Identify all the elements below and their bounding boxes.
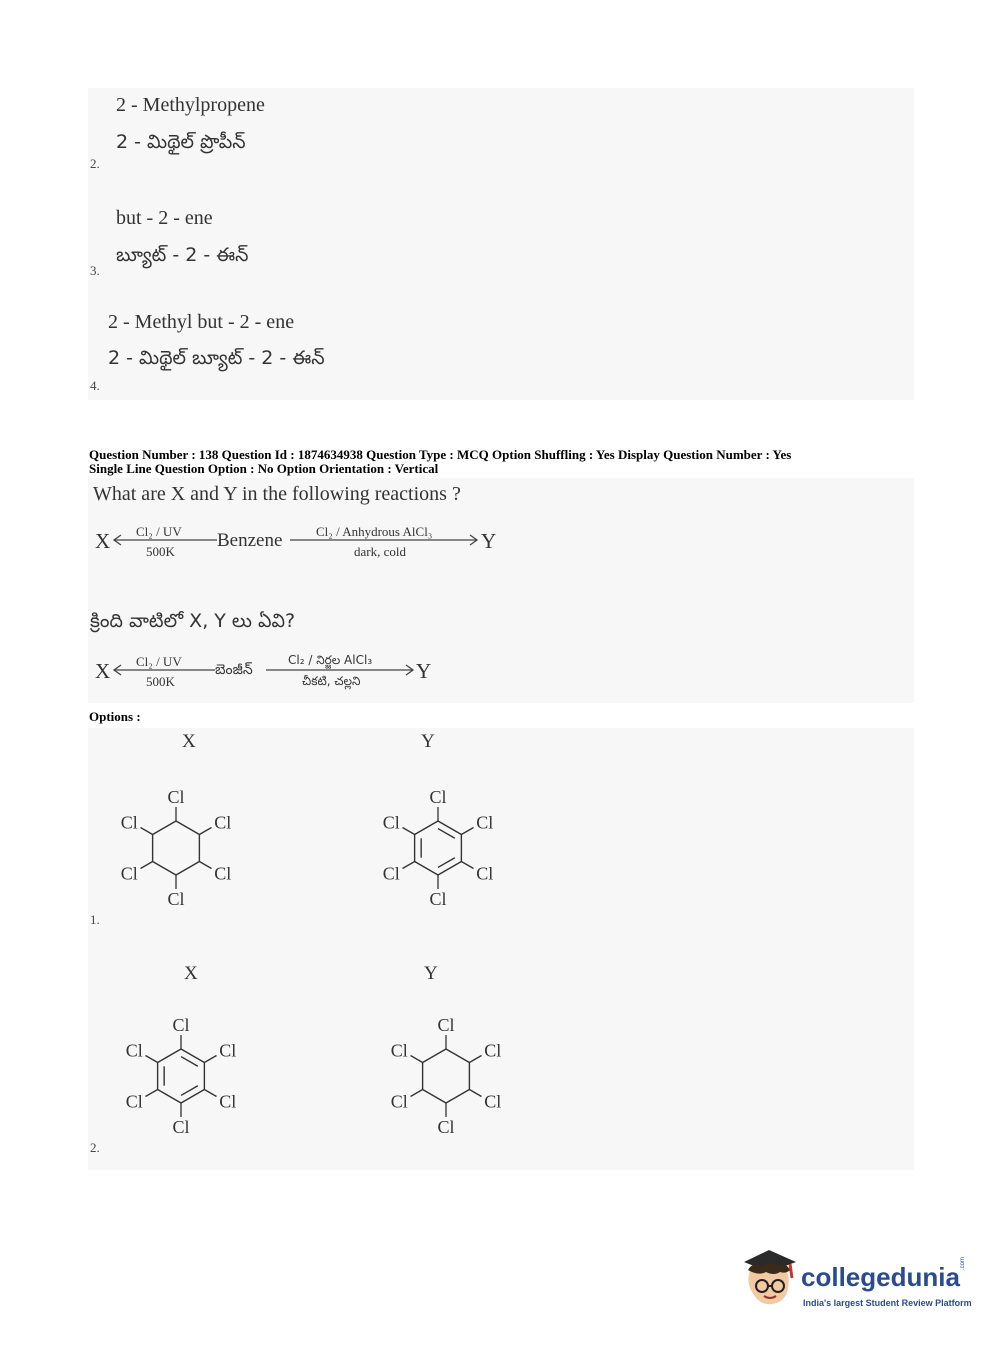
chlorine-label: Cl: [382, 812, 400, 833]
chlorine-label: Cl: [429, 787, 447, 807]
substituent-bond: [402, 828, 414, 835]
option-2-number: 2.: [90, 1140, 100, 1155]
substituent-bond: [402, 862, 414, 869]
brand-name: collegedunia: [801, 1262, 960, 1292]
reaction-te-right-top: Cl₂ / నిర్జల AlCl₃: [288, 653, 373, 667]
chlorine-label: Cl: [476, 863, 494, 884]
brand-tld: .com: [960, 1256, 966, 1270]
substituent-bond: [461, 828, 473, 835]
reaction-te-left-bottom: 500K: [146, 674, 175, 689]
prev-option-3-number: 3.: [90, 263, 100, 278]
substituent-bond: [145, 1090, 157, 1097]
chlorine-label: Cl: [484, 1040, 502, 1061]
prev-option-3-english: but - 2 - ene: [116, 207, 213, 229]
chlorine-label: Cl: [172, 1117, 190, 1137]
reaction-te-center: బెంజీన్: [215, 662, 253, 678]
ring-bond: [423, 1090, 446, 1104]
chlorine-label: Cl: [214, 863, 232, 884]
ring-bond: [176, 862, 199, 876]
substituent-bond: [410, 1090, 422, 1097]
chlorine-label: Cl: [167, 787, 185, 807]
ring-bond: [438, 821, 461, 835]
chlorine-label: Cl: [437, 1117, 455, 1137]
ring-bond: [423, 1049, 446, 1063]
chlorine-label: Cl: [167, 889, 185, 909]
substituent-bond: [140, 862, 152, 869]
option-2-x-header: X: [184, 963, 198, 984]
options-label: Options :: [89, 709, 141, 724]
option-2-y-header: Y: [424, 963, 438, 984]
reaction-en-right-bottom: dark, cold: [354, 544, 406, 559]
substituent-bond: [469, 1090, 481, 1097]
question-meta-line-2: Single Line Question Option : No Option Orientation : Vertical: [89, 461, 439, 476]
substituent-bond: [410, 1056, 422, 1063]
student-mascot-icon: [740, 1248, 798, 1312]
substituent-bond: [204, 1056, 216, 1063]
chlorine-label: Cl: [484, 1091, 502, 1112]
chlorine-label: Cl: [172, 1015, 190, 1035]
reaction-te-x: X: [95, 659, 111, 683]
reaction-te-left-top: Cl₂ / UV: [136, 654, 182, 669]
chlorine-label: Cl: [219, 1091, 237, 1112]
ring-bond: [153, 862, 176, 876]
reaction-en-center: Benzene: [217, 530, 283, 551]
prev-option-2-number: 2.: [90, 156, 100, 171]
ring-bond: [158, 1049, 181, 1063]
prev-option-4-telugu: 2 - మిథైల్ బ్యూట్ - 2 - ఈన్: [108, 347, 325, 369]
reaction-te-y: Y: [416, 659, 432, 683]
ring-bond: [438, 862, 461, 876]
option-1-y-hexachlorobenzene: [358, 778, 518, 918]
ring-bond: [415, 862, 438, 876]
chlorine-label: Cl: [214, 812, 232, 833]
option-1-x-hexachlorocyclohexane: [96, 778, 256, 918]
ring-bond: [176, 821, 199, 835]
substituent-bond: [461, 862, 473, 869]
prev-option-4-number: 4.: [90, 378, 100, 393]
ring-bond: [415, 821, 438, 835]
substituent-bond: [199, 862, 211, 869]
chlorine-label: Cl: [219, 1040, 237, 1061]
chlorine-label: Cl: [390, 1040, 408, 1061]
reaction-en-x: X: [95, 529, 111, 553]
prev-option-3-telugu: బ్యూట్ - 2 - ఈన్: [116, 244, 249, 266]
chlorine-label: Cl: [390, 1091, 408, 1112]
ring-bond: [153, 821, 176, 835]
ring-bond: [181, 1049, 204, 1063]
option-1-x-header: X: [182, 731, 196, 752]
substituent-bond: [199, 828, 211, 835]
ring-bond: [446, 1049, 469, 1063]
ring-bond: [181, 1090, 204, 1104]
reaction-en-left-top: Cl₂ / UV: [136, 524, 182, 539]
option-2-x-hexachlorobenzene: [101, 1006, 261, 1146]
substituent-bond: [469, 1056, 481, 1063]
option-1-number: 1.: [90, 912, 100, 927]
chlorine-label: Cl: [120, 863, 138, 884]
chlorine-label: Cl: [437, 1015, 455, 1035]
brand-tagline: India's largest Student Review Platform: [803, 1298, 972, 1308]
reaction-te-right-bottom: చీకటి, చల్లని: [302, 674, 361, 688]
reaction-en-left-bottom: 500K: [146, 544, 175, 559]
substituent-bond: [140, 828, 152, 835]
option-2-y-hexachlorocyclohexane: [366, 1006, 526, 1146]
question-meta-line-1: Question Number : 138 Question Id : 1874634938 Question Type : MCQ Option Shuffling : Yes Display Question Number : Yes: [89, 447, 792, 462]
ring-bond: [158, 1090, 181, 1104]
chlorine-label: Cl: [476, 812, 494, 833]
chlorine-label: Cl: [125, 1040, 143, 1061]
option-1-y-header: Y: [421, 731, 435, 752]
ring-bond: [446, 1090, 469, 1104]
substituent-bond: [145, 1056, 157, 1063]
prev-option-2-telugu: 2 - మిథైల్ ప్రొపీన్: [116, 131, 246, 153]
chlorine-label: Cl: [382, 863, 400, 884]
prev-option-4-english: 2 - Methyl but - 2 - ene: [108, 311, 295, 333]
reaction-en-right-top: Cl₂ / Anhydrous AlCl₃: [316, 524, 433, 539]
substituent-bond: [204, 1090, 216, 1097]
chlorine-label: Cl: [125, 1091, 143, 1112]
chlorine-label: Cl: [120, 812, 138, 833]
question-english: What are X and Y in the following reactions ?: [93, 483, 461, 505]
chlorine-label: Cl: [429, 889, 447, 909]
question-telugu: క్రింది వాటిలో X, Y లు ఏవి?: [90, 610, 296, 632]
reaction-en-y: Y: [481, 529, 497, 553]
prev-option-2-english: 2 - Methylpropene: [116, 94, 265, 116]
